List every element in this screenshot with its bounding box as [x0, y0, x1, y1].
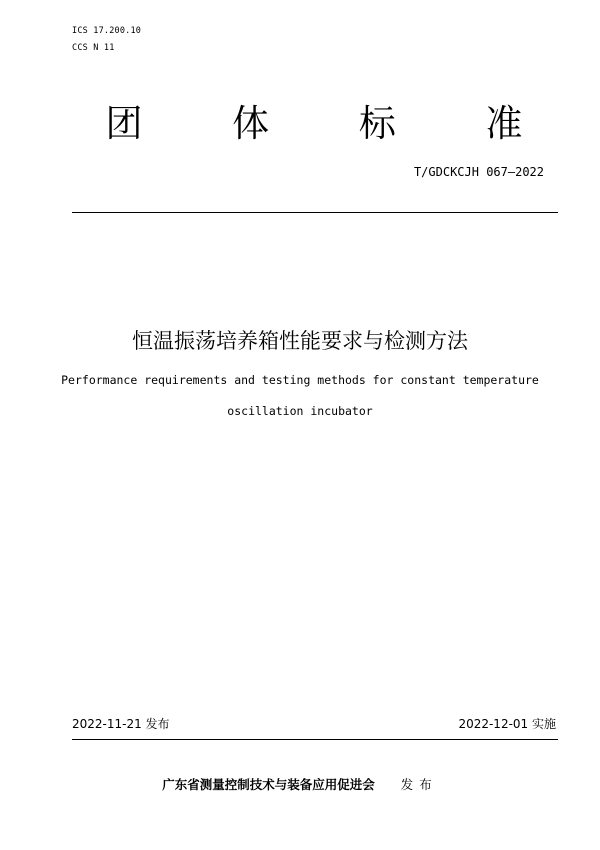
english-title-line-2: oscillation incubator [227, 404, 373, 418]
issuer-action: 发布 [400, 777, 438, 792]
standard-type-char: 准 [485, 102, 523, 145]
ccs-code: CCS N 11 [72, 43, 115, 53]
english-title-line-1: Performance requirements and testing methods for constant temperature [61, 373, 539, 387]
chinese-title: 恒温振荡培养箱性能要求与检测方法 [132, 329, 468, 353]
bottom-divider [72, 739, 558, 740]
standard-number: T/GDCKCJH 067—2022 [413, 165, 544, 179]
issuer-organization: 广东省测量控制技术与装备应用促进会 [162, 777, 375, 792]
standard-type-char: 团 [105, 102, 143, 145]
standard-type-heading [100, 102, 528, 146]
publish-date: 2022-11-21 发布 [72, 717, 170, 731]
ics-code: ICS 17.200.10 [72, 26, 142, 36]
standard-type-char: 标 [358, 102, 396, 145]
issuer-line [0, 776, 600, 794]
implement-date: 2022-12-01 实施 [458, 717, 556, 731]
standard-type-char: 体 [232, 102, 270, 145]
top-divider [72, 212, 558, 213]
